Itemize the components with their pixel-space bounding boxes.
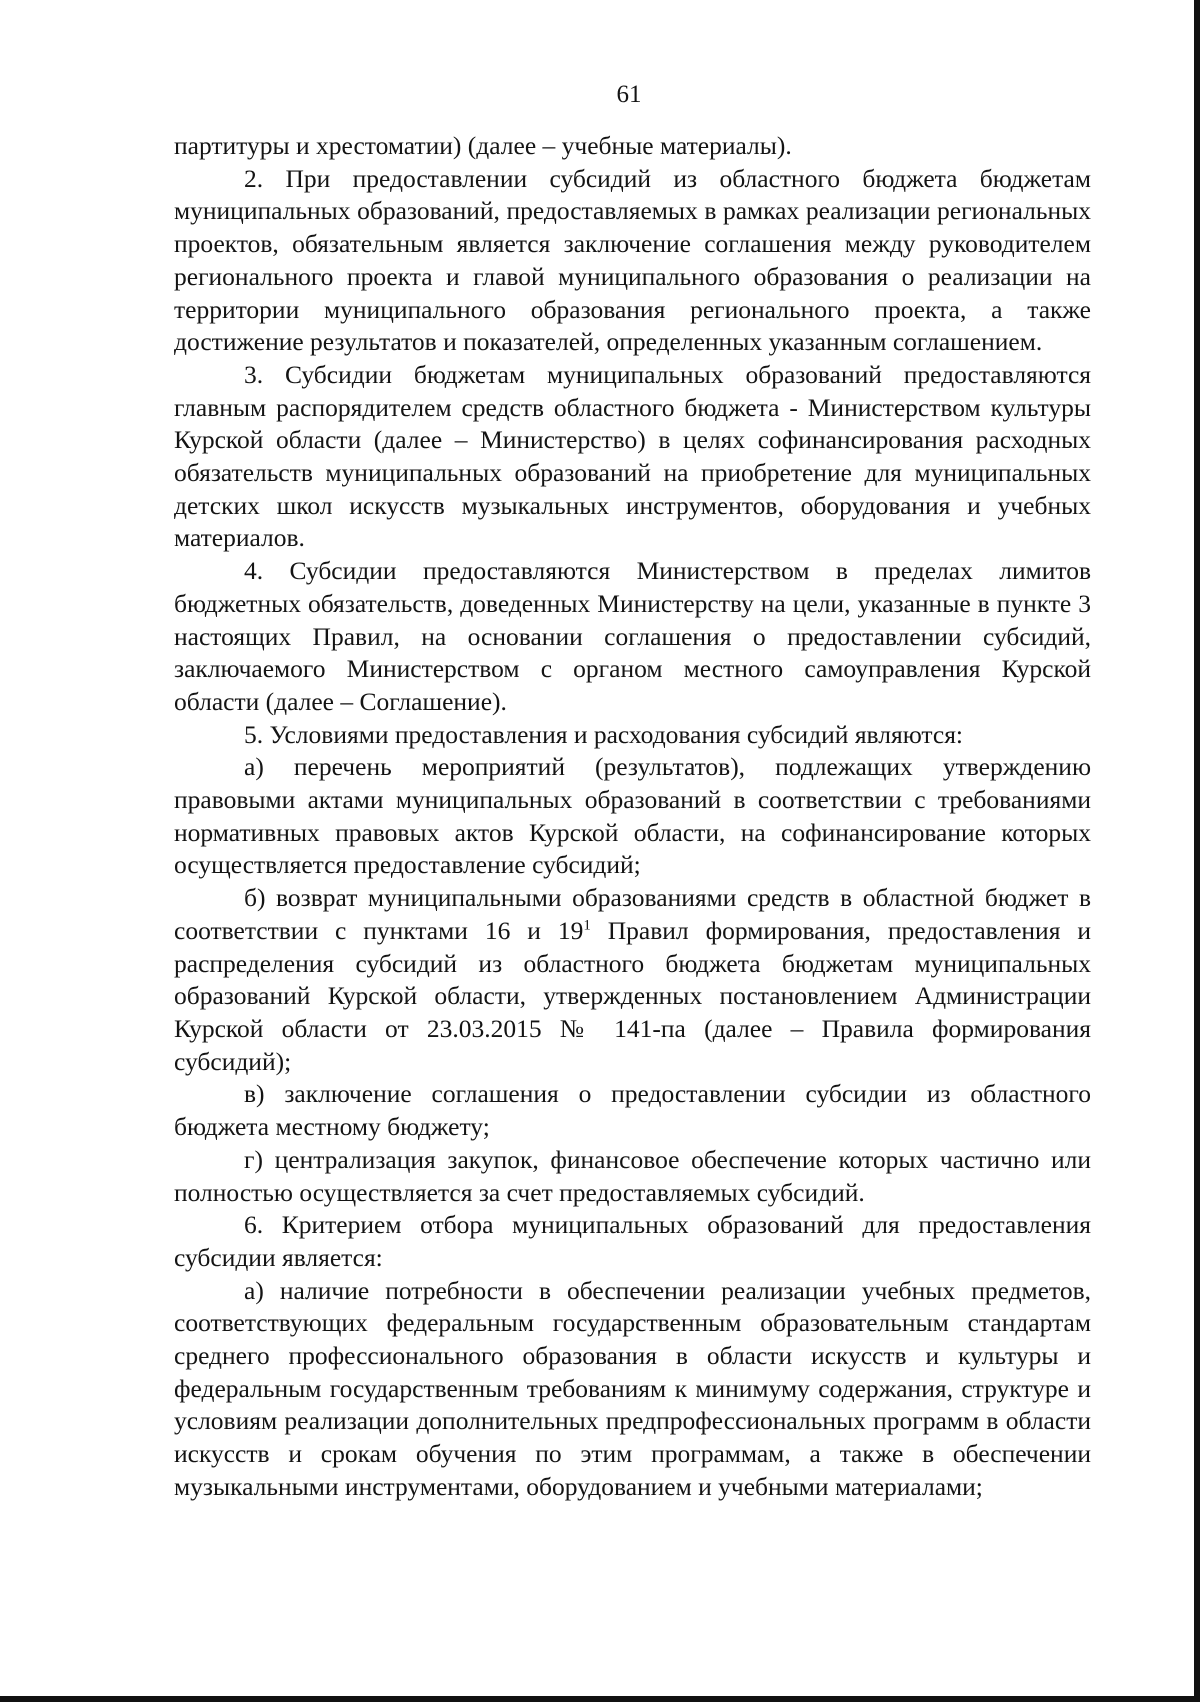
- paragraph-continuation: партитуры и хрестоматии) (далее – учебные материалы).: [174, 131, 792, 160]
- page-number: 61: [616, 81, 642, 108]
- paragraph-item-2: 2. При предоставлении субсидий из областного бюджета бюджетам муниципальных образований, предоставляемых в рамках реализации региональных проектов, обязательным является заключение соглашения между руководителем регионального проекта и главой муниципального образования о реализации на территории муниципального образования регионального проекта, а также достижение результатов и показателей, определенных указанным соглашением.: [174, 163, 1091, 357]
- scan-edge-right: [1194, 0, 1200, 1702]
- paragraph-item-4: 4. Субсидии предоставляются Министерством в пределах лимитов бюджетных обязательств, доведенных Министерству на цели, указанные в пункте 3 настоящих Правил, на основании соглашения о предоставлении субсидий, заключаемого Министерством с органом местного самоуправления Курской области (далее – Соглашение).: [174, 556, 1091, 716]
- paragraph-item-5b: [174, 882, 1091, 1078]
- superscript-mark: 1: [583, 917, 591, 934]
- paragraph-item-5g: г) централизация закупок, финансовое обеспечение которых частично или полностью осуществляется за счет предоставляемых субсидий.: [174, 1144, 1091, 1207]
- paragraph-item-5b-start: б) возврат муниципальными образованиями средств в областной бюджет в соответствии с пунктами 16 и 19: [174, 883, 1091, 945]
- paragraph-item-6: 6. Критерием отбора муниципальных образований для предоставления субсидии является:: [174, 1210, 1091, 1272]
- scan-edge-bottom: [0, 1696, 1200, 1702]
- paragraph-item-5a: а) перечень мероприятий (результатов), подлежащих утверждению правовыми актами муниципальных образований в соответствии с требованиями нормативных правовых актов Курской области, на софинансирование которых осуществляется предоставление субсидий;: [174, 752, 1091, 880]
- paragraph-item-5: 5. Условиями предоставления и расходования субсидий являются:: [244, 719, 964, 749]
- document-body: [174, 130, 1091, 1504]
- paragraph-item-5v: в) заключение соглашения о предоставлении субсидии из областного бюджета местному бюджету;: [174, 1079, 1091, 1142]
- paragraph-item-5b-end: Правил формирования, предоставления и распределения субсидий из областного бюджета бюджетам муниципальных образований Курской области, утвержденных постановлением Администрации Курской области от 23.03.2015 № 141-па (далее – Правила формирования субсидий);: [174, 915, 1092, 1076]
- paragraph-item-6a: а) наличие потребности в обеспечении реализации учебных предметов, соответствующих федеральным государственным образовательным стандартам среднего профессионального образования в области искусств и культуры и федеральным государственным требованиям к минимуму содержания, структуре и условиям реализации дополнительных предпрофессиональных программ в области искусств и срокам обучения по этим программам, а также в обеспечении музыкальными инструментами, оборудованием и учебными материалами;: [174, 1275, 1091, 1501]
- paragraph-item-3: 3. Субсидии бюджетам муниципальных образований предоставляются главным распорядителем средств областного бюджета - Министерством культуры Курской области (далее – Министерство) в целях софинансирования расходных обязательств муниципальных образований на приобретение для муниципальных детских школ искусств музыкальных инструментов, оборудования и учебных материалов.: [174, 359, 1091, 553]
